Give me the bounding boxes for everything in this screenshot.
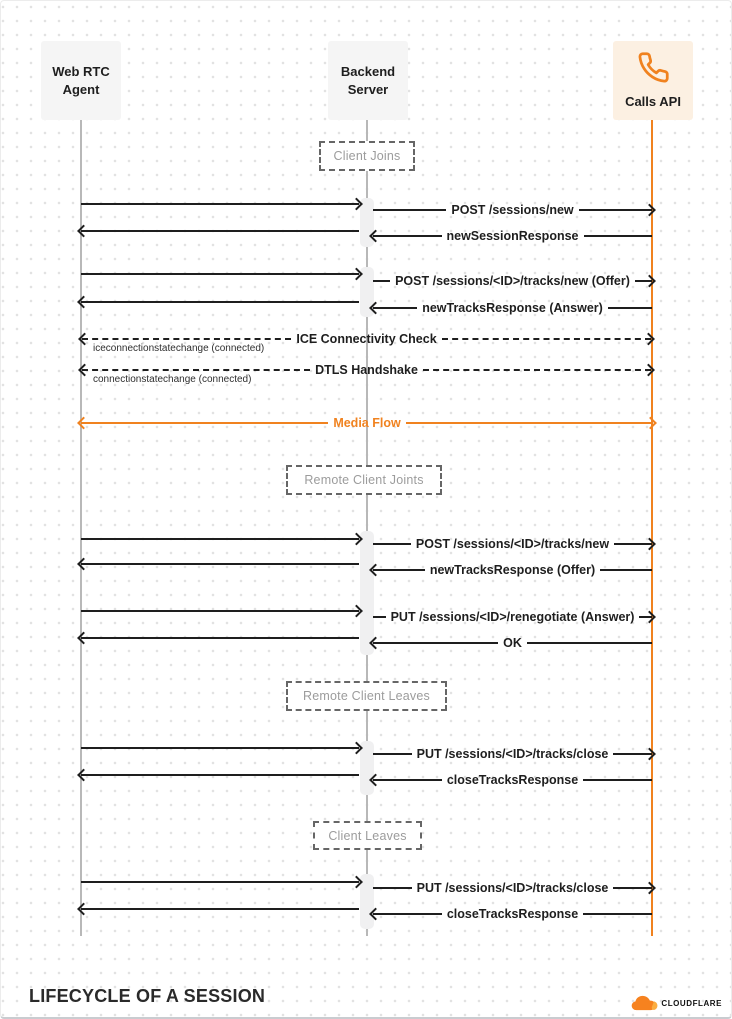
arrow-line bbox=[81, 563, 359, 565]
activation-bar bbox=[360, 741, 374, 795]
message-arrow bbox=[81, 629, 359, 647]
arrowhead-right bbox=[643, 748, 656, 761]
message-arrow bbox=[81, 414, 653, 432]
actor-label: Calls API bbox=[625, 93, 681, 109]
message-arrow bbox=[373, 905, 652, 923]
arrowhead-right bbox=[643, 882, 656, 895]
message-arrow bbox=[373, 272, 652, 290]
message-arrow bbox=[81, 195, 359, 213]
arrowhead-right bbox=[643, 275, 656, 288]
arrow-line bbox=[81, 908, 359, 910]
arrow-line bbox=[373, 543, 411, 545]
message-arrow bbox=[373, 879, 652, 897]
message-label: closeTracksResponse bbox=[446, 772, 579, 787]
actor-backend-server bbox=[328, 41, 408, 120]
message-arrow bbox=[81, 555, 359, 573]
message-label: PUT /sessions/<ID>/renegotiate (Answer) bbox=[390, 609, 635, 624]
message-arrow bbox=[373, 201, 652, 219]
cloudflare-logo bbox=[631, 995, 722, 1011]
message-arrow bbox=[81, 766, 359, 784]
arrow-line bbox=[81, 637, 359, 639]
message-arrow bbox=[373, 561, 652, 579]
arrow-line bbox=[81, 774, 359, 776]
message-arrow bbox=[81, 900, 359, 918]
message-arrow bbox=[81, 293, 359, 311]
message-label: OK bbox=[503, 635, 522, 650]
message-arrow bbox=[373, 227, 652, 245]
arrow-line bbox=[81, 273, 359, 275]
phase-label-box bbox=[286, 465, 442, 495]
message-arrow bbox=[373, 745, 652, 763]
arrow-line bbox=[81, 610, 359, 612]
message-label: closeTracksResponse bbox=[446, 906, 579, 921]
phase-label: Remote Client Joints bbox=[304, 473, 424, 487]
arrow-line bbox=[373, 913, 442, 915]
arrow-line bbox=[423, 369, 651, 371]
arrowhead-right bbox=[643, 538, 656, 551]
actor-calls-api bbox=[613, 41, 693, 120]
arrow-line bbox=[373, 280, 390, 282]
message-arrow bbox=[81, 739, 359, 757]
event-annotation: iceconnectionstatechange (connected) bbox=[93, 343, 265, 354]
message-label: DTLS Handshake bbox=[315, 362, 418, 377]
phase-label: Client Joins bbox=[333, 149, 401, 163]
message-label: POST /sessions/<ID>/tracks/new (Offer) bbox=[395, 273, 630, 288]
lifeline-web-rtc-agent bbox=[80, 120, 82, 936]
message-label: POST /sessions/new bbox=[451, 202, 574, 217]
message-arrow bbox=[81, 873, 359, 891]
arrow-line bbox=[81, 230, 359, 232]
phase-label: Client Leaves bbox=[328, 828, 407, 843]
actor-label: Backend Server bbox=[340, 63, 396, 97]
arrow-line bbox=[373, 616, 386, 618]
message-arrow bbox=[81, 530, 359, 548]
arrow-line bbox=[608, 307, 652, 309]
arrow-line bbox=[373, 642, 498, 644]
message-arrow bbox=[373, 608, 652, 626]
message-label: newSessionResponse bbox=[446, 228, 579, 243]
message-arrow bbox=[373, 299, 652, 317]
arrow-line bbox=[527, 642, 652, 644]
message-arrow bbox=[373, 771, 652, 789]
message-label: newTracksResponse (Answer) bbox=[422, 300, 603, 315]
arrowhead-right bbox=[643, 204, 656, 217]
message-label: ICE Connectivity Check bbox=[296, 331, 437, 346]
message-label: PUT /sessions/<ID>/tracks/close bbox=[416, 746, 609, 761]
arrow-line bbox=[373, 753, 412, 755]
phase-label-box bbox=[313, 821, 422, 850]
phase-label-box bbox=[319, 141, 415, 171]
arrow-line bbox=[81, 203, 359, 205]
arrow-line bbox=[584, 235, 653, 237]
cloudflare-wordmark: CLOUDFLARE bbox=[661, 998, 722, 1008]
arrow-line bbox=[373, 235, 442, 237]
arrow-line bbox=[583, 913, 652, 915]
message-arrow bbox=[373, 535, 652, 553]
arrowhead-right bbox=[643, 611, 656, 624]
message-label: POST /sessions/<ID>/tracks/new bbox=[415, 536, 610, 551]
event-annotation: connectionstatechange (connected) bbox=[93, 374, 252, 385]
arrow-line bbox=[373, 209, 446, 211]
arrow-line bbox=[82, 369, 310, 371]
arrow-line bbox=[373, 779, 442, 781]
phase-label-box bbox=[286, 681, 447, 711]
arrow-line bbox=[583, 779, 652, 781]
message-label: newTracksResponse (Offer) bbox=[429, 562, 596, 577]
arrow-line bbox=[373, 887, 412, 889]
message-arrow bbox=[81, 222, 359, 240]
arrow-line bbox=[81, 747, 359, 749]
arrow-line bbox=[81, 301, 359, 303]
arrow-line bbox=[442, 338, 651, 340]
phase-label: Remote Client Leaves bbox=[303, 689, 430, 703]
arrowhead-right bbox=[644, 417, 657, 430]
arrow-line bbox=[82, 338, 291, 340]
arrow-line bbox=[600, 569, 652, 571]
arrow-line bbox=[406, 422, 653, 424]
message-arrow bbox=[373, 634, 652, 652]
actor-label: Web RTC Agent bbox=[52, 63, 110, 97]
message-label: Media Flow bbox=[333, 415, 401, 430]
message-arrow bbox=[81, 602, 359, 620]
arrow-line bbox=[81, 881, 359, 883]
phone-icon bbox=[637, 51, 670, 89]
cloudflare-cloud-icon bbox=[631, 995, 658, 1011]
message-arrow bbox=[81, 265, 359, 283]
activation-bar bbox=[360, 531, 374, 655]
arrow-line bbox=[81, 538, 359, 540]
message-label: PUT /sessions/<ID>/tracks/close bbox=[416, 880, 609, 895]
actor-web-rtc-agent bbox=[41, 41, 121, 120]
arrow-line bbox=[81, 422, 328, 424]
diagram-title: LIFECYCLE OF A SESSION bbox=[29, 986, 266, 1006]
arrow-line bbox=[579, 209, 652, 211]
